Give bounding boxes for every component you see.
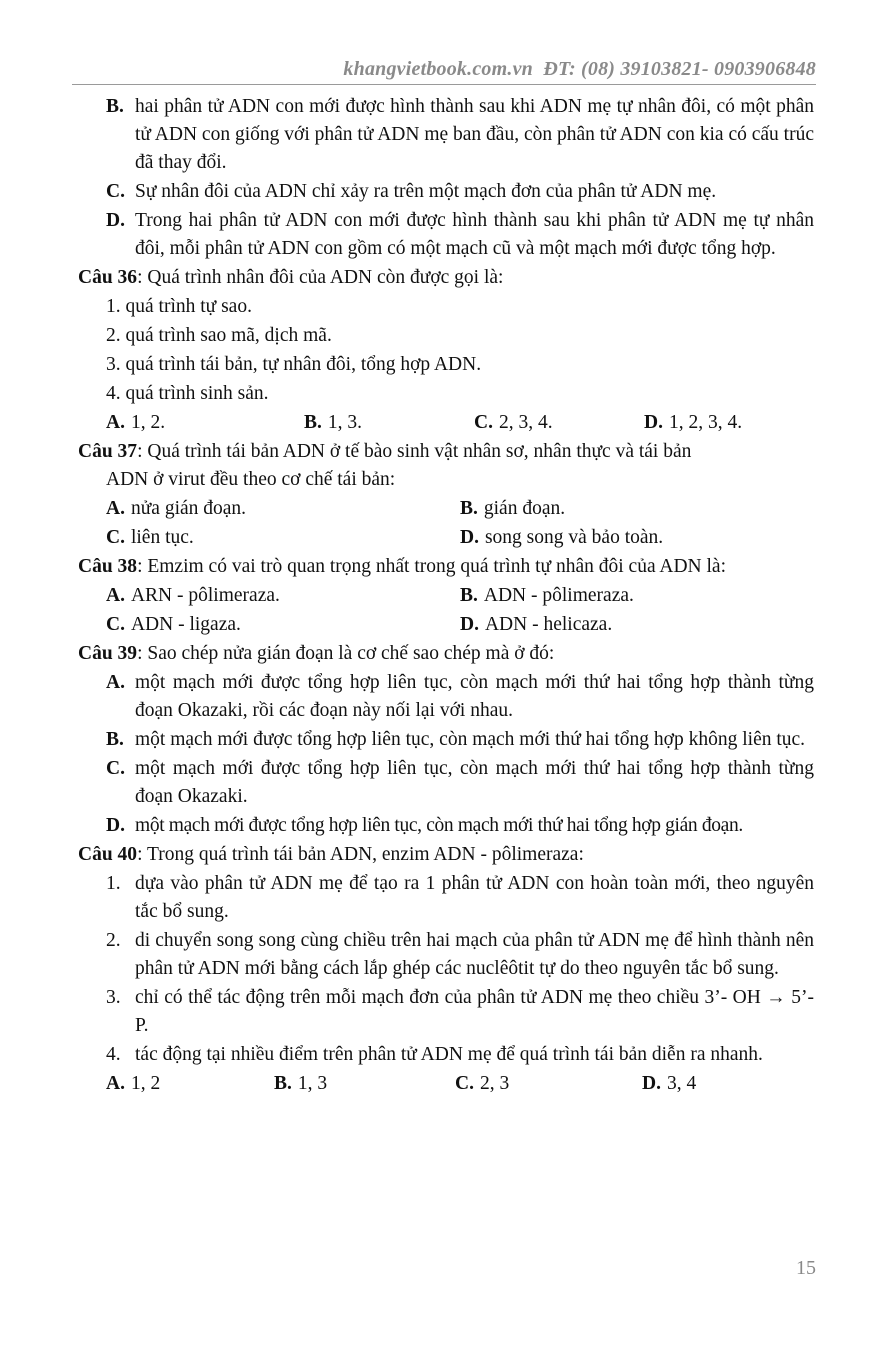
option-label: A. <box>106 1073 125 1094</box>
option-label: C. <box>474 412 493 433</box>
q37-answer-c <box>106 524 460 552</box>
item-text: di chuyển song song cùng chiều trên hai mạch của phân tử ADN mẹ để hình thành nên phân tử ADN mới bằng cách lắp ghép các nuclêôtit tự do theo nguyên tắc bổ sung. <box>135 930 814 979</box>
item-label: 2. <box>106 930 121 951</box>
q40-answer-b <box>274 1070 455 1098</box>
option-label: B. <box>106 729 124 750</box>
option-text: một mạch mới được tổng hợp liên tục, còn mạch mới thứ hai tổng hợp gián đoạn. <box>135 815 743 836</box>
q39-stem <box>78 640 814 668</box>
q36-item-3: 3. quá trình tái bản, tự nhân đôi, tổng hợp ADN. <box>106 354 482 375</box>
option-text: 1, 3 <box>297 1073 328 1094</box>
option-text: ADN - ligaza. <box>130 614 241 635</box>
option-label: D. <box>460 614 479 635</box>
option-text: 3, 4 <box>666 1073 697 1094</box>
q40-answer-d <box>642 1070 696 1098</box>
option-label: A. <box>106 498 125 519</box>
option-text: song song và bảo toàn. <box>484 527 664 548</box>
option-label: C. <box>106 614 125 635</box>
q36-stem <box>78 264 814 292</box>
q36-answer-d <box>644 409 742 437</box>
question-number: Câu 37 <box>78 441 138 462</box>
option-text: Sự nhân đôi của ADN chỉ xảy ra trên một mạch đơn của phân tử ADN mẹ. <box>135 181 717 202</box>
option-text: ARN - pôlimeraza. <box>130 585 280 606</box>
option-label: C. <box>106 758 125 779</box>
q38-answer-b <box>460 582 814 610</box>
q40-item-1 <box>78 870 814 926</box>
option-label: B. <box>460 585 478 606</box>
q39-option-d <box>78 812 814 840</box>
header-rule <box>72 84 816 85</box>
question-text: : Emzim có vai trò quan trọng nhất trong quá trình tự nhân đôi của ADN là: <box>137 556 727 577</box>
option-text: một mạch mới được tổng hợp liên tục, còn mạch mới thứ hai tổng hợp thành từng đoạn Okazaki, rồi các đoạn này nối lại với nhau. <box>135 672 814 721</box>
item-text: chỉ có thể tác động trên mỗi mạch đơn của phân tử ADN mẹ theo chiều 3’- OH → 5’- P. <box>135 987 814 1036</box>
option-label: D. <box>642 1073 661 1094</box>
q38-answer-d <box>460 611 814 639</box>
question-text: : Sao chép nửa gián đoạn là cơ chế sao chép mà ở đó: <box>137 643 555 664</box>
q37-answer-a <box>106 495 460 523</box>
q38-answers-ab <box>78 582 814 610</box>
q38-answer-a <box>106 582 460 610</box>
question-text: : Quá trình nhân đôi của ADN còn được gọi là: <box>137 267 504 288</box>
q36-answer-b <box>304 409 474 437</box>
option-text: hai phân tử ADN con mới được hình thành sau khi ADN mẹ tự nhân đôi, có một phân tử ADN con giống với phân tử ADN mẹ ban đầu, còn phân tử ADN con kia có cấu trúc đã thay đổi. <box>135 96 814 173</box>
option-text: 1, 2 <box>130 1073 161 1094</box>
question-number: Câu 36 <box>78 267 138 288</box>
q38-answer-c <box>106 611 460 639</box>
q40-item-4 <box>78 1041 814 1069</box>
q39-option-a <box>78 669 814 725</box>
item-label: 1. <box>106 873 121 894</box>
item-label: 3. <box>106 987 121 1008</box>
header-phone: ĐT: (08) 39103821- 0903906848 <box>543 58 816 80</box>
question-text: : Trong quá trình tái bản ADN, enzim ADN - pôlimeraza: <box>137 844 584 865</box>
q37-answer-d <box>460 524 814 552</box>
q35-option-c <box>78 178 814 206</box>
q40-stem <box>78 841 814 869</box>
header-site: khangvietbook.com.vn <box>343 58 533 80</box>
option-label: C. <box>455 1073 474 1094</box>
option-label: D. <box>106 815 125 836</box>
q37-answers-ab <box>78 495 814 523</box>
q35-option-b <box>78 93 814 177</box>
option-label: B. <box>274 1073 292 1094</box>
q36-answers <box>78 409 814 437</box>
question-number: Câu 38 <box>78 556 138 577</box>
q37-answers-cd <box>78 524 814 552</box>
option-label: A. <box>106 672 125 693</box>
option-label: C. <box>106 181 125 202</box>
option-text: nửa gián đoạn. <box>130 498 247 519</box>
page-number: 15 <box>796 1257 816 1279</box>
q40-item-2 <box>78 927 814 983</box>
q39-option-c <box>78 755 814 811</box>
q40-answers <box>78 1070 814 1098</box>
q36-answer-a <box>106 409 304 437</box>
q40-answer-a <box>106 1070 274 1098</box>
option-label: B. <box>304 412 322 433</box>
option-text: 1, 3. <box>327 412 363 433</box>
q36-item-2: 2. quá trình sao mã, dịch mã. <box>106 325 332 346</box>
q40-answer-c <box>455 1070 642 1098</box>
option-text: 2, 3 <box>479 1073 510 1094</box>
question-number: Câu 40 <box>78 844 138 865</box>
q36-item-4: 4. quá trình sinh sản. <box>106 383 269 404</box>
option-text: Trong hai phân tử ADN con mới được hình thành sau khi phân tử ADN mẹ tự nhân đôi, mỗi phân tử ADN con gồm có một mạch cũ và một mạch mới được tổng hợp. <box>135 210 814 259</box>
q40-item-3 <box>78 984 814 1040</box>
q38-stem <box>78 553 814 581</box>
question-text: : Quá trình tái bản ADN ở tế bào sinh vật nhân sơ, nhân thực và tái bản <box>137 441 692 462</box>
option-label: D. <box>460 527 479 548</box>
page-header <box>72 58 816 81</box>
option-text: gián đoạn. <box>483 498 566 519</box>
option-text: 1, 2. <box>130 412 166 433</box>
question-number: Câu 39 <box>78 643 138 664</box>
option-text: ADN - helicaza. <box>484 614 613 635</box>
q39-option-b <box>78 726 814 754</box>
q35-option-d <box>78 207 814 263</box>
option-label: A. <box>106 412 125 433</box>
item-text: dựa vào phân tử ADN mẹ để tạo ra 1 phân tử ADN con hoàn toàn mới, theo nguyên tắc bổ sung. <box>135 873 814 922</box>
q37-answer-b <box>460 495 814 523</box>
q37-stem-cont: ADN ở virut đều theo cơ chế tái bản: <box>106 469 396 490</box>
option-text: một mạch mới được tổng hợp liên tục, còn mạch mới thứ hai tổng hợp không liên tục. <box>135 729 806 750</box>
q38-answers-cd <box>78 611 814 639</box>
option-label: A. <box>106 585 125 606</box>
option-label: B. <box>106 96 124 117</box>
option-text: 2, 3, 4. <box>498 412 553 433</box>
q36-item-1: 1. quá trình tự sao. <box>106 296 252 317</box>
item-text: tác động tại nhiều điểm trên phân tử ADN mẹ để quá trình tái bản diễn ra nhanh. <box>135 1044 763 1065</box>
option-text: 1, 2, 3, 4. <box>668 412 743 433</box>
option-label: B. <box>460 498 478 519</box>
item-label: 4. <box>106 1044 121 1065</box>
option-label: D. <box>644 412 663 433</box>
option-text: một mạch mới được tổng hợp liên tục, còn mạch mới thứ hai tổng hợp thành từng đoạn Okazaki. <box>135 758 814 807</box>
option-label: C. <box>106 527 125 548</box>
option-label: D. <box>106 210 125 231</box>
option-text: ADN - pôlimeraza. <box>483 585 634 606</box>
q37-stem <box>78 438 814 466</box>
page-content <box>78 92 814 1099</box>
q36-answer-c <box>474 409 644 437</box>
option-text: liên tục. <box>130 527 194 548</box>
